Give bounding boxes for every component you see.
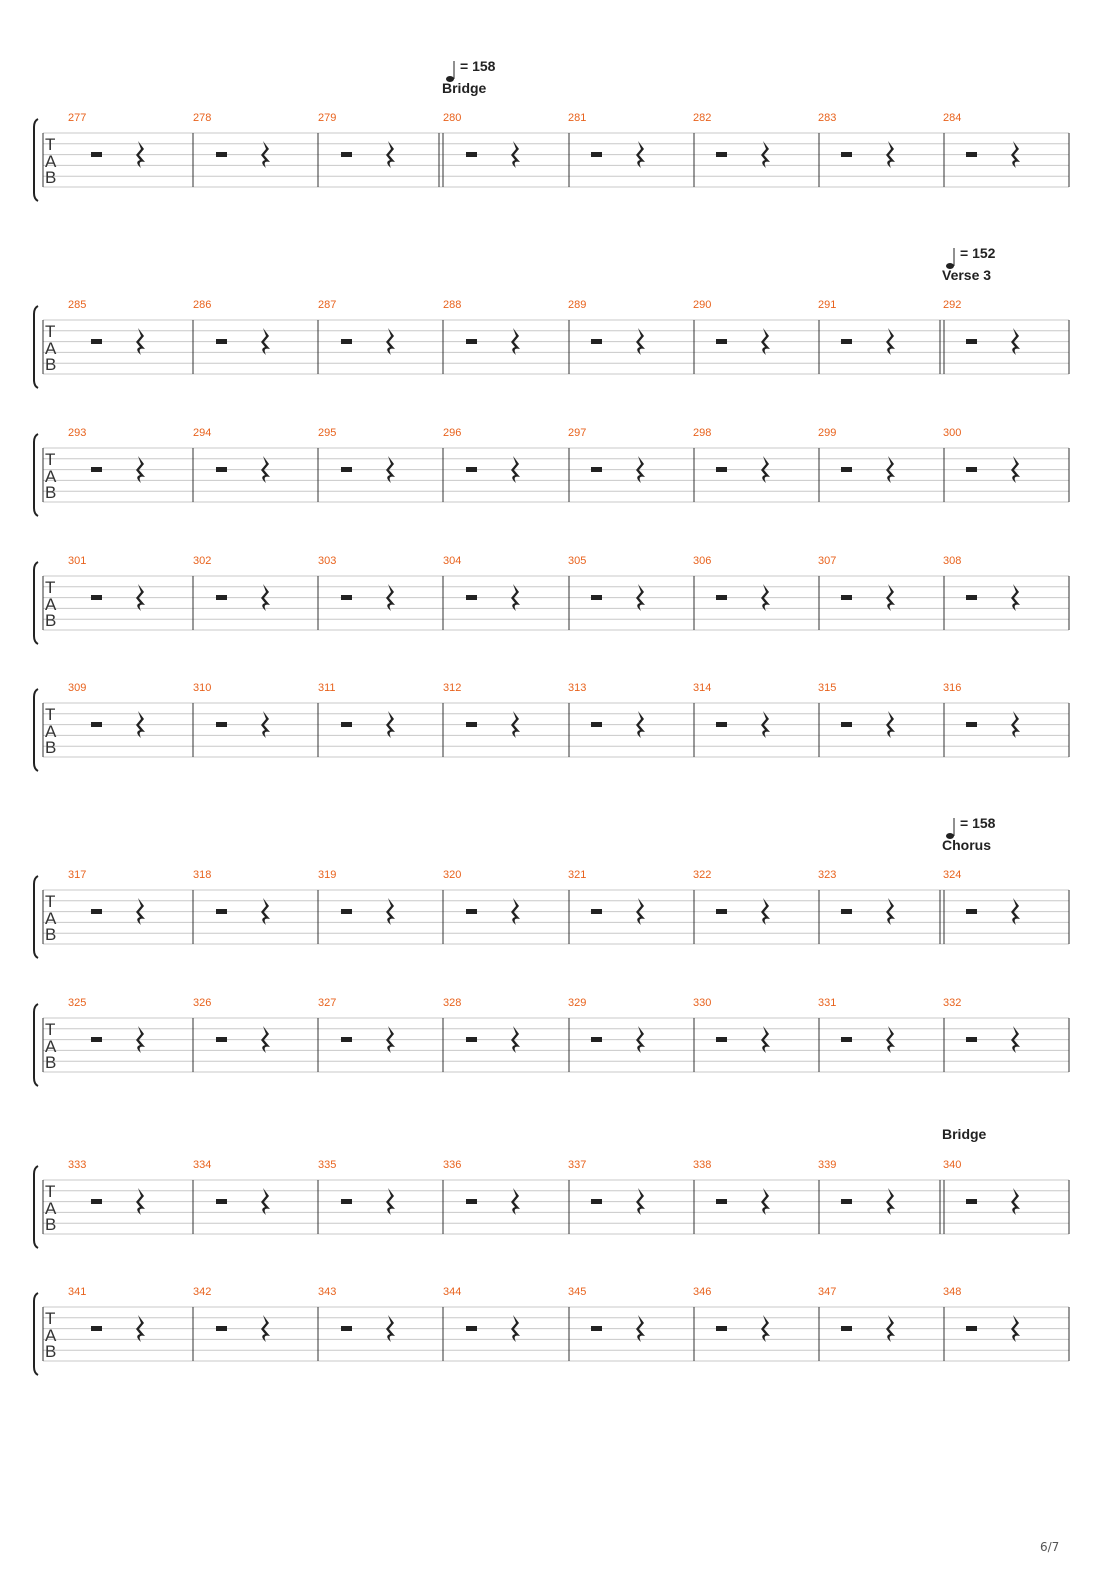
measure-number: 341 [68, 1286, 87, 1298]
tab-system [34, 427, 1069, 516]
tab-clef-b: B [45, 1342, 57, 1361]
half-rest [591, 595, 602, 600]
measure-number: 296 [443, 427, 462, 439]
system-bracket [34, 434, 38, 516]
half-rest [216, 1326, 227, 1331]
tab-clef-t: T [45, 1182, 56, 1201]
measure-number: 311 [318, 682, 336, 694]
measure-number: 289 [568, 299, 587, 311]
half-rest [716, 909, 727, 914]
half-rest [841, 152, 852, 157]
measure-number: 298 [693, 427, 712, 439]
measure-number: 326 [193, 997, 212, 1009]
measure-number: 301 [68, 555, 87, 567]
half-rest [841, 1199, 852, 1204]
measure-number: 324 [943, 869, 962, 881]
measure-number: 327 [318, 997, 337, 1009]
measure-number: 315 [818, 682, 837, 694]
half-rest [716, 152, 727, 157]
measure-number: 281 [568, 112, 587, 124]
measure-number: 313 [568, 682, 587, 694]
measure-number: 322 [693, 869, 712, 881]
measure-number: 302 [193, 555, 212, 567]
half-rest [466, 467, 477, 472]
measure-number: 344 [443, 1286, 462, 1298]
half-rest [341, 1326, 352, 1331]
measure-number: 294 [193, 427, 212, 439]
half-rest [91, 595, 102, 600]
measure-number: 348 [943, 1286, 962, 1298]
half-rest [91, 909, 102, 914]
half-rest [216, 909, 227, 914]
tab-clef-b: B [45, 355, 57, 374]
section-label: Bridge [942, 1126, 987, 1142]
tab-clef-b: B [45, 611, 57, 630]
measure-number: 328 [443, 997, 462, 1009]
measure-number: 321 [568, 869, 587, 881]
measure-number: 334 [193, 1159, 212, 1171]
half-rest [341, 339, 352, 344]
half-rest [91, 722, 102, 727]
measure-number: 330 [693, 997, 712, 1009]
measure-number: 310 [193, 682, 212, 694]
half-rest [466, 909, 477, 914]
measure-number: 278 [193, 112, 212, 124]
half-rest [591, 467, 602, 472]
measure-number: 304 [443, 555, 462, 567]
section-label: Verse 3 [942, 267, 992, 283]
measure-number: 292 [943, 299, 962, 311]
system-bracket [34, 562, 38, 644]
tab-system [34, 1126, 1069, 1248]
measure-number: 312 [443, 682, 462, 694]
measure-number: 316 [943, 682, 962, 694]
half-rest [841, 1037, 852, 1042]
system-bracket [34, 1293, 38, 1375]
half-rest [716, 1199, 727, 1204]
half-rest [216, 722, 227, 727]
half-rest [841, 339, 852, 344]
half-rest [966, 1037, 977, 1042]
measure-number: 320 [443, 869, 462, 881]
half-rest [216, 595, 227, 600]
measure-number: 293 [68, 427, 87, 439]
measure-number: 295 [318, 427, 337, 439]
measure-number: 300 [943, 427, 962, 439]
measure-number: 291 [818, 299, 837, 311]
measure-number: 345 [568, 1286, 587, 1298]
measure-number: 314 [693, 682, 712, 694]
tab-clef-t: T [45, 1309, 56, 1328]
tab-clef-a: A [45, 722, 57, 741]
tab-clef-t: T [45, 322, 56, 341]
measure-number: 288 [443, 299, 462, 311]
half-rest [966, 722, 977, 727]
system-bracket [34, 689, 38, 771]
half-rest [341, 152, 352, 157]
half-rest [91, 1037, 102, 1042]
half-rest [91, 152, 102, 157]
measure-number: 277 [68, 112, 87, 124]
half-rest [341, 595, 352, 600]
half-rest [841, 1326, 852, 1331]
tab-clef-b: B [45, 483, 57, 502]
tempo-marking: = 158 [460, 58, 496, 74]
page-number: 6/7 [1040, 1540, 1060, 1554]
measure-number: 332 [943, 997, 962, 1009]
measure-number: 336 [443, 1159, 462, 1171]
tab-clef-a: A [45, 1199, 57, 1218]
tab-clef-b: B [45, 925, 57, 944]
half-rest [466, 1326, 477, 1331]
measure-number: 339 [818, 1159, 837, 1171]
half-rest [466, 595, 477, 600]
half-rest [216, 339, 227, 344]
tab-clef-t: T [45, 450, 56, 469]
half-rest [841, 467, 852, 472]
tab-clef-b: B [45, 1215, 57, 1234]
half-rest [591, 1326, 602, 1331]
tab-clef-t: T [45, 135, 56, 154]
measure-number: 331 [818, 997, 837, 1009]
system-bracket [34, 119, 38, 201]
tab-system [34, 997, 1069, 1086]
half-rest [841, 595, 852, 600]
half-rest [591, 722, 602, 727]
half-rest [716, 1326, 727, 1331]
measure-number: 329 [568, 997, 587, 1009]
half-rest [341, 909, 352, 914]
half-rest [91, 1199, 102, 1204]
half-rest [966, 1199, 977, 1204]
measure-number: 319 [318, 869, 337, 881]
half-rest [966, 595, 977, 600]
half-rest [466, 152, 477, 157]
measure-number: 280 [443, 112, 462, 124]
measure-number: 279 [318, 112, 337, 124]
measure-number: 305 [568, 555, 587, 567]
tab-system [34, 245, 1069, 388]
measure-number: 343 [318, 1286, 337, 1298]
half-rest [716, 339, 727, 344]
measure-number: 347 [818, 1286, 837, 1298]
half-rest [341, 722, 352, 727]
measure-number: 285 [68, 299, 87, 311]
half-rest [341, 467, 352, 472]
half-rest [216, 1037, 227, 1042]
measure-number: 317 [68, 869, 87, 881]
half-rest [91, 339, 102, 344]
tab-clef-b: B [45, 168, 57, 187]
measure-number: 283 [818, 112, 837, 124]
half-rest [591, 339, 602, 344]
system-bracket [34, 876, 38, 958]
measure-number: 337 [568, 1159, 587, 1171]
system-bracket [34, 1004, 38, 1086]
tab-system [34, 58, 1069, 201]
tab-clef-a: A [45, 152, 57, 171]
half-rest [591, 1199, 602, 1204]
half-rest [966, 909, 977, 914]
measure-number: 340 [943, 1159, 962, 1171]
half-rest [341, 1037, 352, 1042]
tab-system [34, 1286, 1069, 1375]
half-rest [91, 1326, 102, 1331]
half-rest [216, 1199, 227, 1204]
half-rest [216, 467, 227, 472]
half-rest [966, 1326, 977, 1331]
half-rest [91, 467, 102, 472]
half-rest [841, 722, 852, 727]
measure-number: 308 [943, 555, 962, 567]
tab-clef-t: T [45, 705, 56, 724]
system-bracket [34, 1166, 38, 1248]
tab-clef-a: A [45, 1326, 57, 1345]
half-rest [591, 1037, 602, 1042]
half-rest [966, 339, 977, 344]
tab-clef-a: A [45, 909, 57, 928]
tab-clef-a: A [45, 595, 57, 614]
measure-number: 287 [318, 299, 337, 311]
measure-number: 299 [818, 427, 837, 439]
measure-number: 323 [818, 869, 837, 881]
tab-clef-a: A [45, 339, 57, 358]
half-rest [716, 467, 727, 472]
tab-clef-a: A [45, 467, 57, 486]
measure-number: 286 [193, 299, 212, 311]
measure-number: 325 [68, 997, 87, 1009]
half-rest [716, 595, 727, 600]
half-rest [966, 467, 977, 472]
measure-number: 318 [193, 869, 212, 881]
half-rest [216, 152, 227, 157]
tempo-marking: = 152 [960, 245, 996, 261]
measure-number: 306 [693, 555, 712, 567]
tab-clef-b: B [45, 738, 57, 757]
tab-system [34, 682, 1069, 771]
measure-number: 346 [693, 1286, 712, 1298]
measure-number: 297 [568, 427, 587, 439]
measure-number: 284 [943, 112, 962, 124]
system-bracket [34, 306, 38, 388]
half-rest [466, 339, 477, 344]
measure-number: 307 [818, 555, 837, 567]
measure-number: 342 [193, 1286, 212, 1298]
measure-number: 335 [318, 1159, 337, 1171]
measure-number: 333 [68, 1159, 87, 1171]
tab-clef-t: T [45, 892, 56, 911]
section-label: Chorus [942, 837, 991, 853]
half-rest [466, 1037, 477, 1042]
section-label: Bridge [442, 80, 487, 96]
half-rest [341, 1199, 352, 1204]
tab-system [34, 815, 1069, 958]
tempo-marking: = 158 [960, 815, 996, 831]
tab-clef-t: T [45, 1020, 56, 1039]
half-rest [966, 152, 977, 157]
tab-clef-t: T [45, 578, 56, 597]
tab-clef-b: B [45, 1053, 57, 1072]
half-rest [591, 152, 602, 157]
tab-system [34, 555, 1069, 644]
half-rest [591, 909, 602, 914]
half-rest [716, 722, 727, 727]
measure-number: 309 [68, 682, 87, 694]
measure-number: 303 [318, 555, 337, 567]
half-rest [716, 1037, 727, 1042]
half-rest [466, 1199, 477, 1204]
measure-number: 338 [693, 1159, 712, 1171]
half-rest [466, 722, 477, 727]
measure-number: 290 [693, 299, 712, 311]
half-rest [841, 909, 852, 914]
tab-clef-a: A [45, 1037, 57, 1056]
measure-number: 282 [693, 112, 712, 124]
